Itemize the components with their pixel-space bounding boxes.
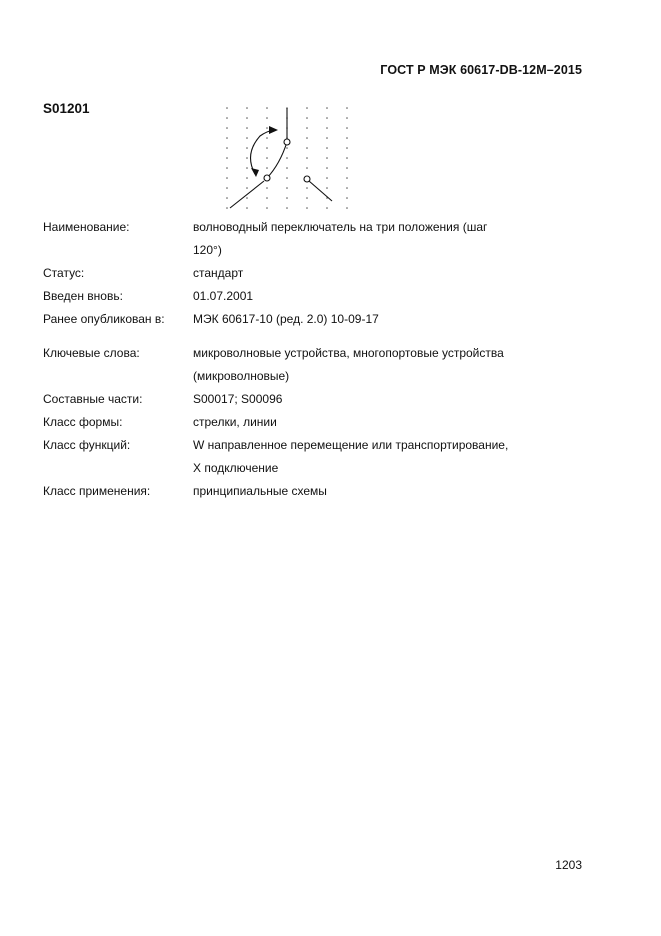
field-value (193, 411, 583, 434)
field-value-line: W направленное перемещение или транспортирование, (193, 438, 509, 452)
field-value (193, 434, 583, 480)
field-value (193, 388, 583, 411)
field-label: Ключевые слова: (43, 346, 140, 360)
field-label: Введен вновь: (43, 289, 123, 303)
field-label: Класс применения: (43, 484, 151, 498)
field-function-class (43, 434, 583, 480)
field-label: Ранее опубликован в: (43, 312, 165, 326)
waveguide-switch-symbol (222, 104, 352, 216)
field-name (43, 216, 583, 262)
field-value (193, 262, 583, 285)
field-introduced (43, 285, 583, 308)
contact-circles (264, 139, 310, 182)
field-status (43, 262, 583, 285)
field-label: Класс функций: (43, 438, 131, 452)
field-value (193, 308, 583, 331)
rotation-arrow (251, 130, 274, 174)
document-header: ГОСТ Р МЭК 60617-DB-12M–2015 (380, 63, 582, 77)
field-value-line: стрелки, линии (193, 415, 277, 429)
field-application-class (43, 480, 583, 503)
field-label: Класс формы: (43, 415, 123, 429)
field-label: Наименование: (43, 220, 130, 234)
field-value (193, 285, 583, 308)
field-value-line: 01.07.2001 (193, 289, 254, 303)
field-value-line: 120°) (193, 243, 222, 257)
symbol-attributes (43, 216, 583, 503)
field-value-line: S00017; S00096 (193, 392, 283, 406)
field-value-line: (микроволновые) (193, 369, 290, 383)
symbol-code: S01201 (43, 101, 90, 116)
field-value (193, 216, 583, 262)
field-value (193, 342, 583, 388)
field-value-line: принципиальные схемы (193, 484, 327, 498)
field-value-line: стандарт (193, 266, 244, 280)
field-value-line: X подключение (193, 461, 279, 475)
field-keywords (43, 342, 583, 388)
field-value-line: волноводный переключатель на три положения (шаг (193, 220, 488, 234)
field-label: Статус: (43, 266, 85, 280)
field-previously-published (43, 308, 583, 331)
page-number: 1203 (555, 858, 582, 872)
field-value (193, 480, 583, 503)
field-label: Составные части: (43, 392, 143, 406)
field-shape-class (43, 411, 583, 434)
switch-lines (230, 108, 332, 208)
field-value-line: МЭК 60617-10 (ред. 2.0) 10-09-17 (193, 312, 379, 326)
field-value-line: микроволновые устройства, многопортовые устройства (193, 346, 504, 360)
field-components (43, 388, 583, 411)
